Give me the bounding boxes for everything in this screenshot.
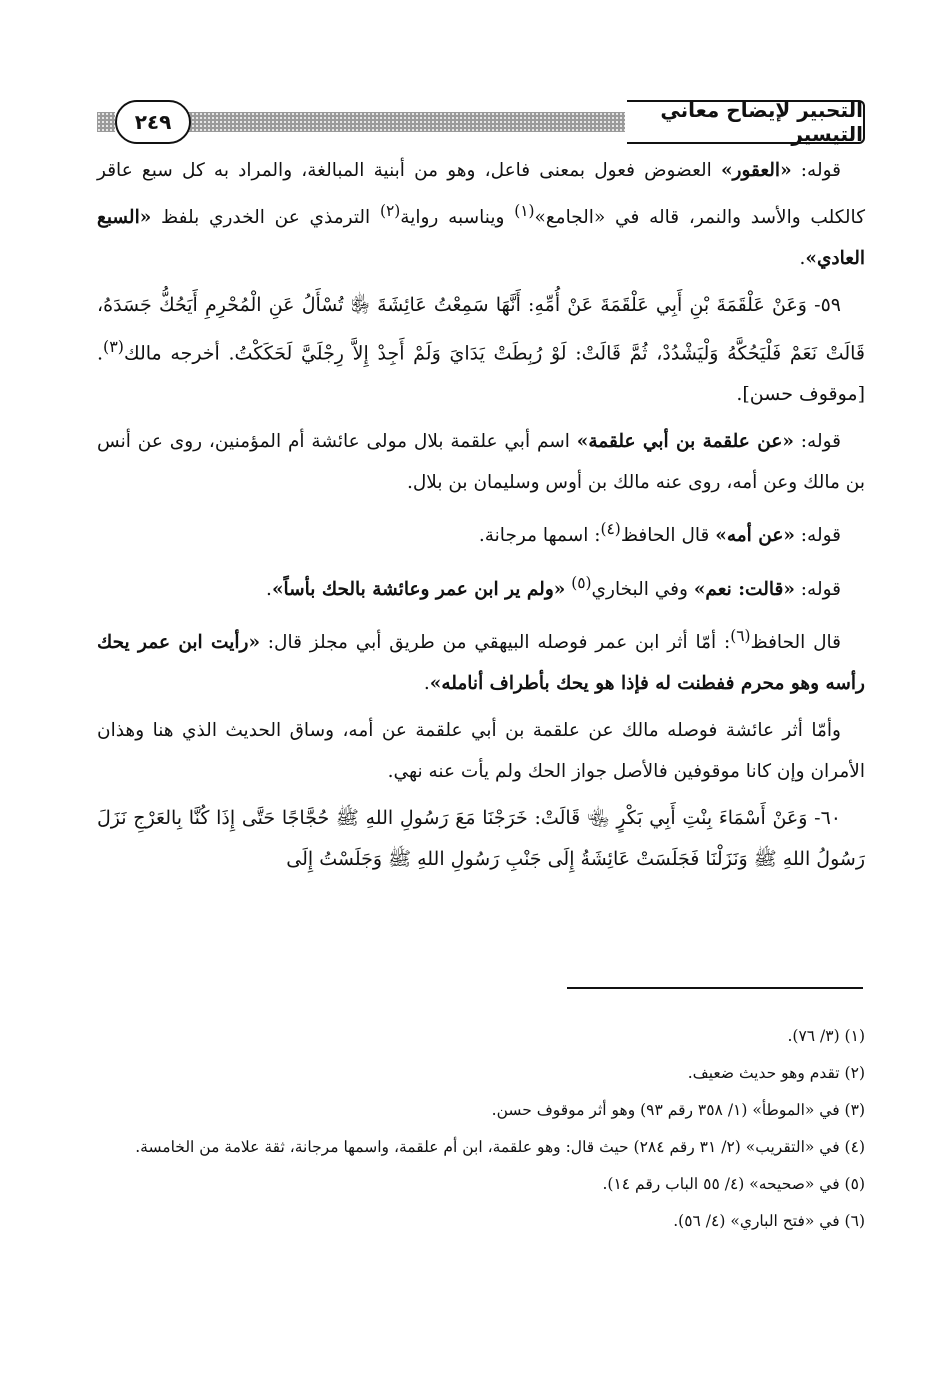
paragraph: قوله: «عن أمه» قال الحافظ$^{(٤)}$: اسمها مرجانة. [478, 520, 841, 547]
footnote: (٢) تقدم وهو حديث ضعيف. [687, 1064, 865, 1082]
footnote-separator [567, 987, 863, 989]
paragraph: قال الحافظ$^{(٦)}$: أمّا أثر ابن عمر فوصله البيهقي من طريق أبي مجلز قال: «رأيت ابن عمر يحك رأسه وهو محرم ففطنت له فإذا هو يحك بأطراف أنامله». [97, 626, 865, 694]
paragraph: قوله: «قالت: نعم» وفي البخاري$^{(٥)}$ «ولم ير ابن عمر وعائشة بالحك بأساً». [266, 573, 841, 600]
footnote: (٦) في «فتح الباري» (٤/ ٥٦). [673, 1212, 865, 1230]
hadith-paragraph: ٥٩- وَعَنْ عَلْقَمَةَ بْنِ أَبِي عَلْقَمَةَ عَنْ أُمِّهِ: أَنَّهَا سَمِعْتُ عَائِشَةَ ﵂ تُسْأَلُ عَنِ الْمُحْرِمِ أَيَحُكُّ جَسَدَهُ، قَالَتْ نَعَمْ فَلْيَحُكَّهُ وَلْيَشْدُدْ، ثُمَّ قَالَتْ: لَوْ رُبِطَتْ يَدَايَ وَلَمْ أَجِدْ إِلاَّ رِجْلَيَّ لَحَكَكْتُ. أخرجه مالك$^{(٣)}$. [موقوف حسن]. [97, 294, 865, 406]
footnote: (١) (٣/ ٧٦). [787, 1027, 865, 1045]
page-number: ٢٤٩ [115, 100, 191, 144]
book-title: التحبير لإيضاح معاني التيسير [627, 100, 865, 144]
footnotes [97, 1018, 865, 1240]
hadith-paragraph: ٦٠- وَعَنْ أَسْمَاءَ بِنْتِ أَبِي بَكْرٍ ﵄ قَالَتْ: خَرَجْنَا مَعَ رَسُولِ اللهِ ﷺ حُجَّاجًا حَتَّى إِذَا كُنَّا بِالعَرْجِ نَزَلَ رَسُولُ اللهِ ﷺ وَنَزَلْنَا فَجَلَسَتْ عَائِشَةُ إِلَى جَنْبِ رَسُولِ اللهِ ﷺ وَجَلَسْتُ إِلَى [97, 806, 865, 870]
paragraph: قوله: «العقور» العضوض فعول بمعنى فاعل، وهو من أبنية المبالغة، والمراد به كل سبع عاقر كالكلب والأسد والنمر، قاله في «الجامع»$^{(١)}$ ويناسبه رواية$^{(٢)}$ الترمذي عن الخدري بلفظ «السبع العادي». [97, 160, 866, 270]
footnote-ref[interactable]: (١) [514, 202, 535, 220]
main-text [97, 150, 865, 886]
footnote-ref[interactable]: (٥) [571, 573, 592, 592]
paragraph: قوله: «عن علقمة بن أبي علقمة» اسم أبي علقمة بلال مولى عائشة أم المؤمنين، روى عن أنس بن مالك وعن أمه، روى عنه مالك بن أوس وسليمان بن بلال. [97, 431, 865, 494]
header-ornament-band [97, 112, 115, 132]
footnote: (٣) في «الموطأ» (١/ ٣٥٨ رقم ٩٣) وهو أثر موقوف حسن. [491, 1101, 865, 1119]
header-ornament-band [187, 112, 625, 132]
page-header [97, 96, 865, 152]
footnote-ref[interactable]: (٦) [730, 626, 751, 645]
paragraph: وأمّا أثر عائشة فوصله مالك عن علقمة بن أبي علقمة عن أمه، وساق الحديث الذي هنا وهذان الأمران وإن كانا موقوفين فالأصل جواز الحك ولم يأت عنه نهي. [97, 719, 865, 782]
footnote: (٤) في «التقريب» (٢/ ٣١ رقم ٢٨٤) حيث قال: وهو علقمة، ابن أم علقمة، واسمها مرجانة، ثقة علامة من الخامسة. [135, 1138, 865, 1156]
footnote-ref[interactable]: (٢) [379, 202, 401, 220]
footnote: (٥) في «صحيحه» (٤/ ٥٥ الباب رقم ١٤). [602, 1175, 865, 1193]
footnote-ref[interactable]: (٣) [103, 337, 124, 357]
footnote-ref[interactable]: (٤) [600, 520, 621, 539]
